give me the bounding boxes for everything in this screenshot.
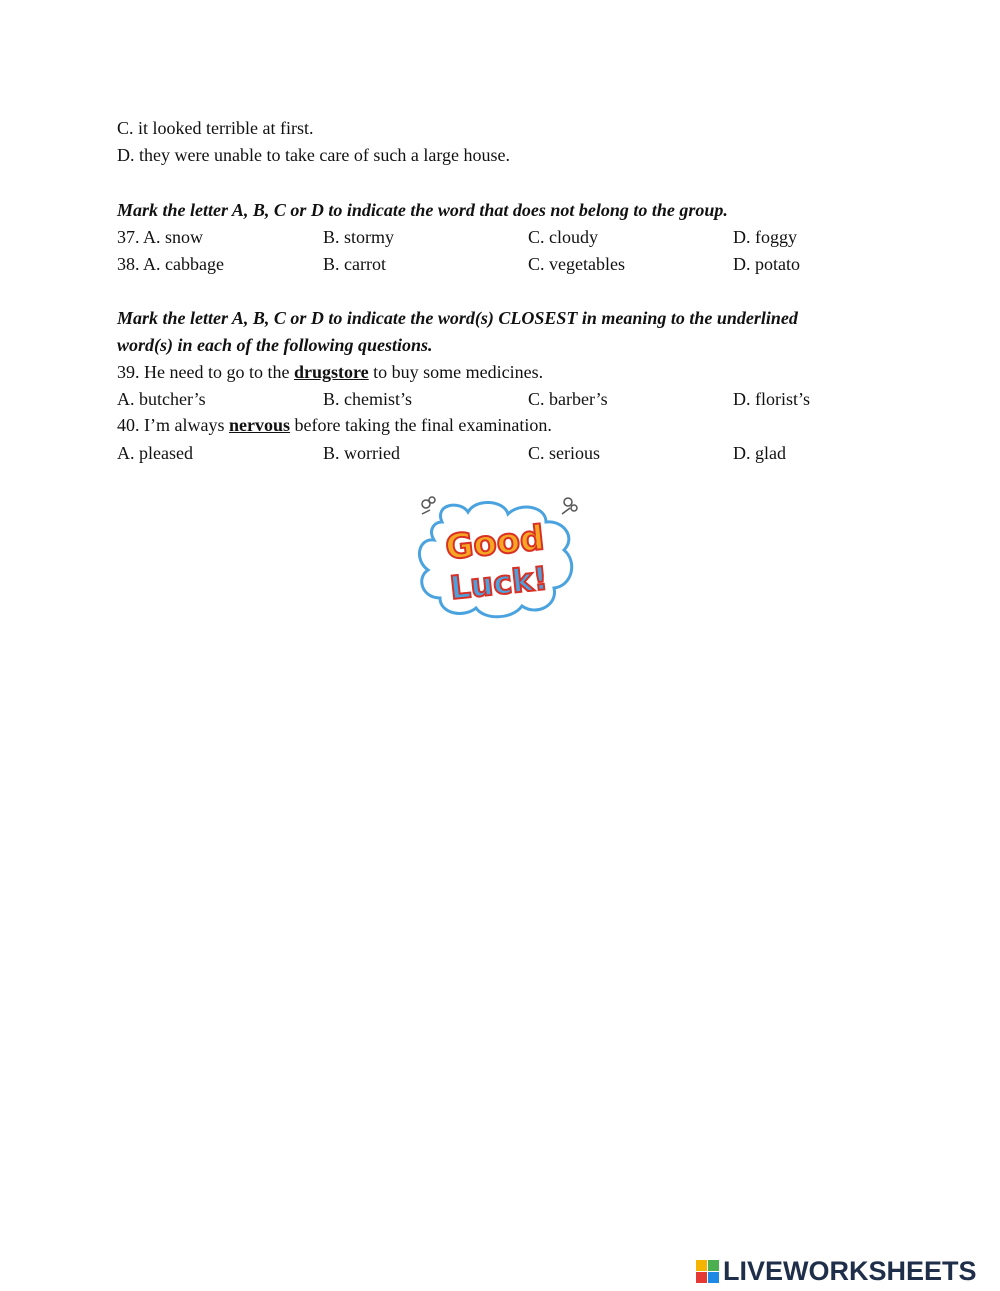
question-39 bbox=[117, 361, 543, 383]
section-instruction-closest-meaning-line2: word(s) in each of the following questions. bbox=[117, 335, 433, 355]
question-40-option-a: A. pleased bbox=[117, 443, 193, 463]
question-37-option-b: B. stormy bbox=[323, 227, 395, 247]
section-instruction-odd-one-out: Mark the letter A, B, C or D to indicate the word that does not belong to the group. bbox=[117, 200, 728, 220]
question-38-option-d: D. potato bbox=[733, 254, 800, 274]
question-40-text-after: before taking the final examination. bbox=[290, 415, 552, 435]
liveworksheets-logo bbox=[696, 1254, 977, 1288]
puff-icon-left bbox=[422, 497, 435, 514]
luck-text: Luck! bbox=[448, 559, 550, 608]
option-c-continued: C. it looked terrible at first. bbox=[117, 118, 314, 138]
option-d-continued: D. they were unable to take care of such a large house. bbox=[117, 145, 511, 165]
question-38-option-c: C. vegetables bbox=[528, 254, 625, 274]
question-37-option-c: C. cloudy bbox=[528, 227, 598, 247]
question-40-option-b: B. worried bbox=[323, 443, 400, 463]
question-39-option-c: C. barber’s bbox=[528, 389, 608, 409]
question-40 bbox=[117, 414, 552, 436]
good-text: Good bbox=[443, 517, 547, 569]
good-luck-image bbox=[412, 494, 582, 622]
question-37-option-a: 37. A. snow bbox=[117, 227, 204, 247]
section-instruction-closest-meaning-line1: Mark the letter A, B, C or D to indicate the word(s) CLOSEST in meaning to the underlined bbox=[117, 308, 798, 328]
logo-square bbox=[708, 1260, 719, 1271]
question-39-text-before: 39. He need to go to the bbox=[117, 362, 294, 382]
question-40-underlined-word: nervous bbox=[228, 415, 290, 435]
brand-name: LIVEWORKSHEETS bbox=[723, 1255, 977, 1286]
question-38 bbox=[117, 253, 877, 275]
question-37 bbox=[117, 226, 877, 248]
question-39-option-b: B. chemist’s bbox=[323, 389, 412, 409]
question-39-option-d: D. florist’s bbox=[733, 389, 811, 409]
question-39-option-a: A. butcher’s bbox=[117, 389, 206, 409]
question-38-option-a: 38. A. cabbage bbox=[117, 254, 224, 274]
question-40-option-c: C. serious bbox=[528, 443, 600, 463]
logo-square bbox=[696, 1260, 707, 1271]
question-39-options bbox=[117, 388, 877, 410]
question-39-text-after: to buy some medicines. bbox=[368, 362, 544, 382]
question-37-option-d: D. foggy bbox=[733, 227, 797, 247]
logo-square bbox=[708, 1272, 719, 1283]
logo-squares-icon bbox=[696, 1260, 719, 1283]
question-40-options bbox=[117, 442, 877, 464]
question-40-text-before: 40. I’m always bbox=[117, 415, 229, 435]
puff-icon-right bbox=[562, 498, 577, 514]
question-40-option-d: D. glad bbox=[733, 443, 786, 463]
question-38-option-b: B. carrot bbox=[323, 254, 386, 274]
question-39-underlined-word: drugstore bbox=[293, 362, 369, 382]
logo-square bbox=[696, 1272, 707, 1283]
